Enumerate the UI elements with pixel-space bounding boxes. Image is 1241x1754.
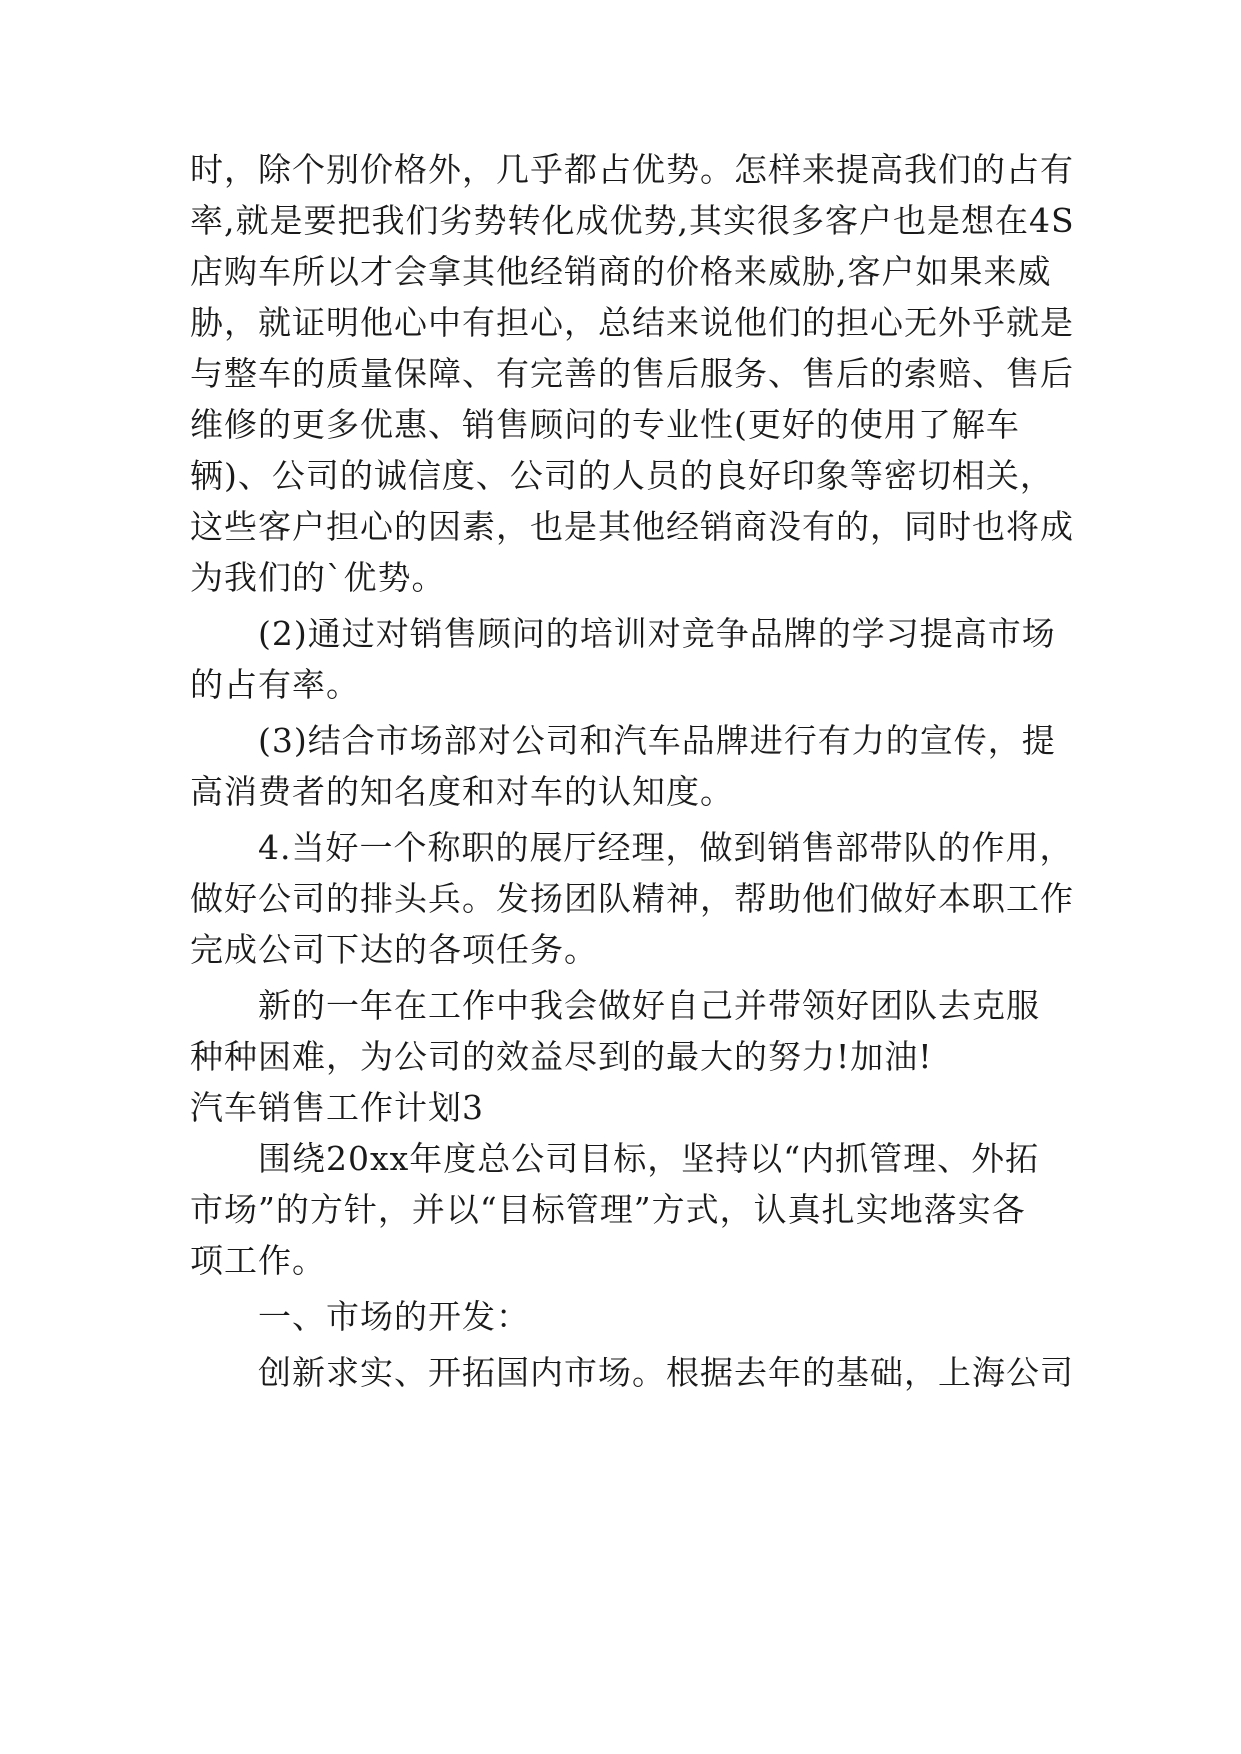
paragraph-line: 的占有率。 [190,665,360,704]
paragraph-line: 这些客户担心的因素，也是其他经销商没有的，同时也将成 [190,507,1074,546]
paragraph-line: 创新求实、开拓国内市场。根据去年的基础，上海公司 [258,1353,1074,1392]
paragraph-line: 完成公司下达的各项任务。 [190,930,598,969]
paragraph-line: 项工作。 [190,1241,326,1280]
paragraph-line: 与整车的质量保障、有完善的售后服务、售后的索赔、售后 [190,354,1074,393]
paragraph-line: 4.当好一个称职的展厅经理，做到销售部带队的作用， [258,828,1074,867]
paragraph-line: (2)通过对销售顾问的培训对竞争品牌的学习提高市场 [258,614,1056,653]
paragraph-line: 围绕20xx年度总公司目标，坚持以“内抓管理、外拓 [258,1139,1040,1178]
paragraph-line: 时，除个别价格外，几乎都占优势。怎样来提高我们的占有 [190,150,1074,189]
paragraph-line: 做好公司的排头兵。发扬团队精神，帮助他们做好本职工作 [190,879,1074,918]
paragraph-line: 店购车所以才会拿其他经销商的价格来威胁,客户如果来威 [190,252,1052,291]
paragraph-line: 高消费者的知名度和对车的认知度。 [190,772,734,811]
paragraph-line: (3)结合市场部对公司和汽车品牌进行有力的宣传，提 [258,721,1056,760]
paragraph-line: 新的一年在工作中我会做好自己并带领好团队去克服 [258,986,1040,1025]
paragraph-line: 率,就是要把我们劣势转化成优势,其实很多客户也是想在4S [190,201,1075,240]
section-heading: 汽车销售工作计划3 [190,1088,484,1127]
paragraph-line: 种种困难，为公司的效益尽到的最大的努力!加油! [190,1037,933,1076]
paragraph-line: 市场”的方针，并以“目标管理”方式，认真扎实地落实各 [190,1190,1026,1229]
paragraph-line: 为我们的`优势。 [190,558,446,597]
paragraph-line: 维修的更多优惠、销售顾问的专业性(更好的使用了解车 [190,405,1020,444]
subheading: 一、市场的开发： [258,1297,530,1336]
paragraph-line: 辆)、公司的诚信度、公司的人员的良好印象等密切相关， [190,456,1054,495]
paragraph-line: 胁，就证明他心中有担心，总结来说他们的担心无外乎就是 [190,303,1074,342]
